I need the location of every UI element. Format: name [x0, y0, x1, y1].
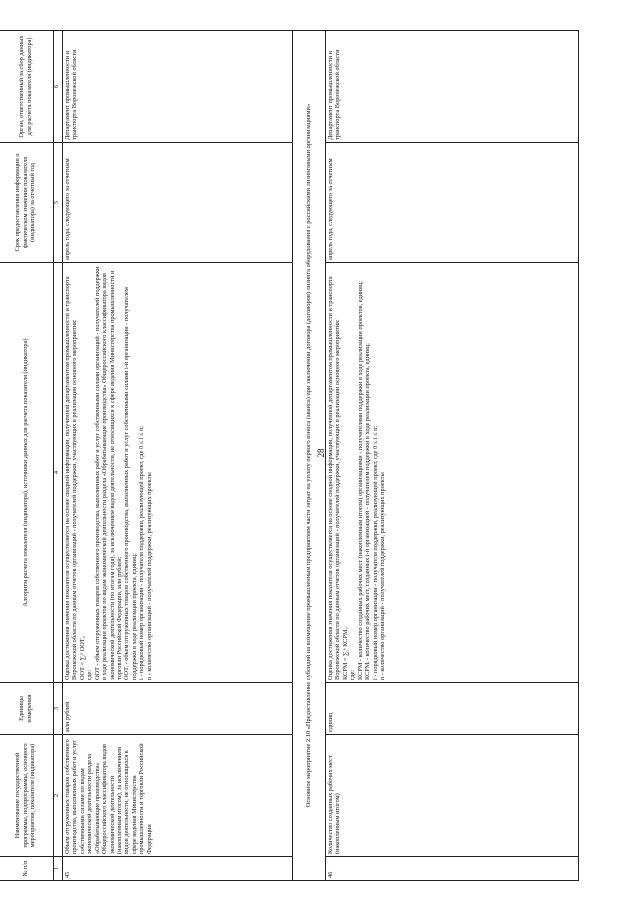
row45-name: Объем отгруженных товаров собственного производства, выполненных работ и услуг собственными силами по видам экономической деятельности раздела «Обрабатывающие производства» Общероссийского классификатора видов экономической деятельности (накопленным итогом), за исключением видов деятельности, не относящихся к сфере ведения Министерства промышленности и торговли Российской Федерации	[63, 735, 293, 857]
section-title: Основное мероприятие 2.10 «Предоставление субсидий на возмещение промышленным предприятиям части затрат на уплату первого взноса (аванса) при заключении договора (договоров) лизинга оборудования с российскими лизинговыми организациями»	[293, 31, 326, 881]
algo-line: ООТᵢ - объем отгруженных товаров собственного производства, выполненных работ и услуг собственными силами i-й организации - получателем поддержки в ходе реализации проекта, единиц;	[123, 287, 138, 680]
row45-term: апрель года, следующего за отчетным	[63, 143, 293, 263]
col-number: 1	[54, 857, 63, 881]
algo-line: Оценка достижения значения показателя осуществляется на основе сводной информации, полученной департаментом промышленности и транспорта Воронежской области по данным отчетов организаций - получателей поддержки, участвующих в реализации основного мероприятия:	[64, 276, 79, 680]
column-number-row	[54, 31, 63, 881]
row46-num: 46	[326, 857, 579, 881]
indicators-table	[0, 30, 579, 881]
row45-organ: Департамент промышленности и транспорта Воронежской области	[63, 31, 293, 143]
algo-line: КСРМ - количество созданных рабочих мест (накопленным итогом) организациями - получателями поддержки в ходе реализации проектов, единиц;	[356, 281, 364, 680]
algo-line: где:	[86, 669, 94, 680]
algo-formula: КСРМ = ∑ᵢⁿ КСРМᵢ,	[341, 626, 349, 680]
algo-line: где:	[349, 669, 357, 680]
header-algorithm: Алгоритм расчета показателя (индикатора), источники данных для расчета показателя (индикатора)	[0, 263, 54, 683]
header-unit: Единицы измерения	[0, 683, 54, 735]
header-row	[0, 31, 54, 881]
row45-unit: млн рублей	[63, 683, 293, 735]
row45-num: 45	[63, 857, 293, 881]
header-term: Срок предоставления информации о фактическом значении показателя (индикатора) за отчетный год	[0, 143, 54, 263]
row46-unit: единиц	[326, 683, 579, 735]
section-row	[293, 31, 326, 881]
algo-line: Оценка достижения значения показателя осуществляется на основе сводной информации, полученной департаментом промышленности и транспорта Воронежской области по данным отчетов организаций - получателей поддержки, участвующих в реализации основного мероприятия:	[327, 276, 342, 680]
algo-line: n - количество организаций - получателей поддержки, реализующих проекты	[145, 472, 153, 680]
row46-organ: Департамент промышленности и транспорта Воронежской области	[326, 31, 579, 143]
algo-line: ООТ - объем отгруженных товаров собственного производства, выполненных работ и услуг собственными силами организаций - получателей поддержки в ходе реализации проектов по видам экономической деятельности раздела «Обрабатывающие производства» Общероссийского классификатора видов экономической деятельности (по итогам года), за исключением видов деятельности, не относящихся к сфере ведения Министерства промышленности и торговли Российской Федерации, млн рублей;	[93, 266, 123, 680]
algo-formula: ООТ = ∑ᵢⁿ ООТᵢ,	[78, 635, 86, 680]
col-number: 6	[54, 31, 63, 143]
header-name: Наименование государственной программы, подпрограммы, основного мероприятия, показателя (индикатора)	[0, 735, 54, 857]
col-number: 5	[54, 143, 63, 263]
row46-algorithm	[326, 263, 579, 683]
header-organ: Орган, ответственный за сбор данных для расчета показателя (индикатора)	[0, 31, 54, 143]
col-number: 3	[54, 683, 63, 735]
table-row-46	[326, 31, 579, 881]
algo-line: i - порядковый номер организации - получателя поддержки, реализующей проект, где 0 ≤ i ≤ n;	[371, 425, 379, 680]
algo-line: i - порядковый номер организации - получателя поддержки, реализующей проект, где 0 ≤ i ≤ n;	[138, 425, 146, 680]
page-number: 28	[316, 448, 326, 458]
algo-line: КСРМᵢ - количество рабочих мест, созданных i-й организацией - получателем поддержки в ходе реализации проекта, единиц;	[364, 343, 372, 680]
row45-algorithm	[63, 263, 293, 683]
rotated-table-container	[0, 31, 579, 881]
col-number: 2	[54, 735, 63, 857]
algo-line: n - количество организаций - получателей поддержки, реализующих проекты	[378, 472, 386, 680]
row46-term: апрель года, следующего за отчетным	[326, 143, 579, 263]
table-row-45	[63, 31, 293, 881]
header-num: № п/п	[0, 857, 54, 881]
col-number: 4	[54, 263, 63, 683]
row46-name: Количество созданных рабочих мест (накопленным итогом)	[326, 735, 579, 857]
